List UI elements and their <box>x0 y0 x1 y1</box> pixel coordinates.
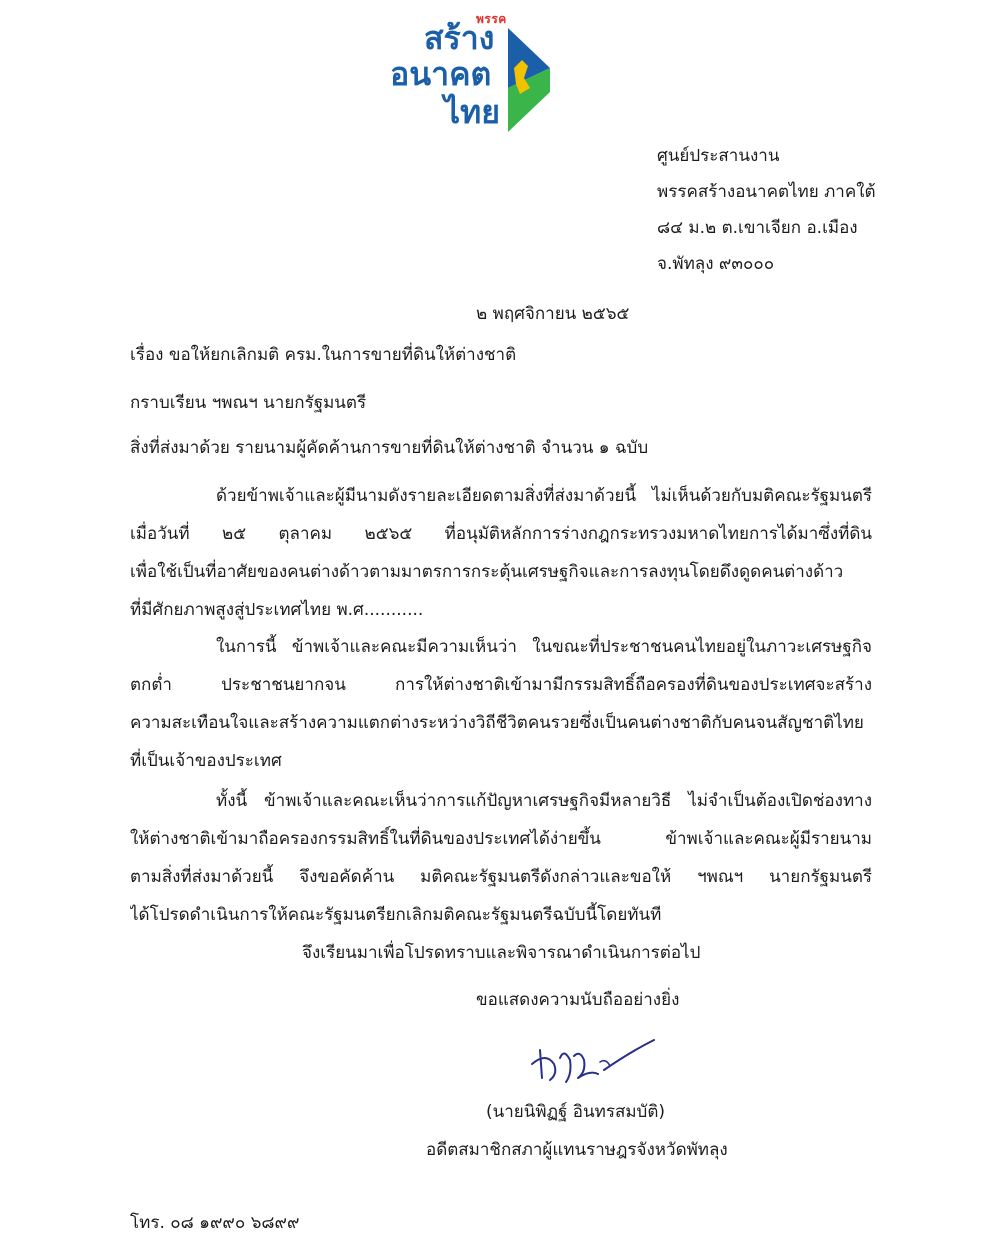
letter-subject: เรื่อง ขอให้ยกเลิกมติ ครม.ในการขายที่ดินให้ต่างชาติ <box>130 345 517 365</box>
phone-number: โทร. ๐๘ ๑๙๙๐ ๖๘๙๙ <box>130 1213 300 1233</box>
signatory-name: (นายนิพิฏฐ์ อินทรสมบัติ) <box>486 1102 665 1122</box>
sender-address-line1: ศูนย์ประสานงาน <box>657 146 780 166</box>
paragraph-line: ที่มีศักยภาพสูงสู่ประเทศไทย พ.ศ........... <box>130 600 424 620</box>
logo-party-tag: พรรค <box>476 12 507 26</box>
closing-line-1: จึงเรียนมาเพื่อโปรดทราบและพิจารณาดำเนินการต่อไป <box>302 943 701 963</box>
body-paragraph-2 <box>130 628 872 780</box>
body-paragraph-3 <box>130 782 872 934</box>
logo-text-line2: อนาคต <box>390 55 492 93</box>
logo-text-line1: สร้าง <box>424 19 495 57</box>
paragraph-line: ด้วยข้าพเจ้าและผู้มีนามดังรายละเอียดตามสิ่งที่ส่งมาด้วยนี้ ไม่เห็นด้วยกับมติคณะรัฐมนตรี <box>216 486 872 506</box>
paragraph-line: เมื่อวันที่ ๒๕ ตุลาคม ๒๕๖๕ ที่อนุมัติหลักการร่างกฎกระทรวงมหาดไทยการได้มาซึ่งที่ดิน <box>130 524 872 544</box>
handwritten-signature <box>520 1030 660 1090</box>
paragraph-line: ตามสิ่งที่ส่งมาด้วยนี้ จึงขอคัดค้าน มติคณะรัฐมนตรีดังกล่าวและขอให้ ฯพณฯ นายกรัฐมนตรี <box>130 867 872 887</box>
letter-recipient: กราบเรียน ฯพณฯ นายกรัฐมนตรี <box>130 393 367 413</box>
paragraph-line: ตกต่ำ ประชาชนยากจน การให้ต่างชาติเข้ามามีกรรมสิทธิ์ถือครองที่ดินของประเทศจะสร้าง <box>130 675 872 695</box>
letter-date: ๒ พฤศจิกายน ๒๕๖๕ <box>476 304 630 324</box>
paragraph-line: ทั้งนี้ ข้าพเจ้าและคณะเห็นว่าการแก้ปัญหาเศรษฐกิจมีหลายวิธี ไม่จำเป็นต้องเปิดช่องทาง <box>216 791 872 811</box>
paragraph-line: เพื่อใช้เป็นที่อาศัยของคนต่างด้าวตามมาตรการกระตุ้นเศรษฐกิจและการลงทุนโดยดึงดูดคนต่างด้าว <box>130 562 844 582</box>
party-logo <box>388 10 548 131</box>
logo-arrow-icon <box>508 28 550 132</box>
paragraph-line: ในการนี้ ข้าพเจ้าและคณะมีความเห็นว่า ในขณะที่ประชาชนคนไทยอยู่ในภาวะเศรษฐกิจ <box>216 637 872 657</box>
paragraph-line: ให้ต่างชาติเข้ามาถือครองกรรมสิทธิ์ในที่ดินของประเทศได้ง่ายขึ้น ข้าพเจ้าและคณะผู้มีรายนาม <box>130 829 872 849</box>
body-paragraph-1 <box>130 477 872 629</box>
letter-enclosure: สิ่งที่ส่งมาด้วย รายนามผู้คัดค้านการขายที่ดินให้ต่างชาติ จำนวน ๑ ฉบับ <box>130 438 649 458</box>
sender-address-line2: พรรคสร้างอนาคตไทย ภาคใต้ <box>657 182 876 202</box>
paragraph-line: ความสะเทือนใจและสร้างความแตกต่างระหว่างวิถีชีวิตคนรวยซึ่งเป็นคนต่างชาติกับคนจนสัญชาติไทย <box>130 713 864 733</box>
logo-text-line3: ไทย <box>444 93 500 131</box>
paragraph-line: ได้โปรดดำเนินการให้คณะรัฐมนตรียกเลิกมติคณะรัฐมนตรีฉบับนี้โดยทันที <box>130 905 662 925</box>
sender-address-line3: ๘๔ ม.๒ ต.เขาเจียก อ.เมือง <box>657 218 858 238</box>
sender-address-line4: จ.พัทลุง ๙๓๐๐๐ <box>657 254 775 274</box>
closing-line-2: ขอแสดงความนับถืออย่างยิ่ง <box>476 990 680 1010</box>
paragraph-line: ที่เป็นเจ้าของประเทศ <box>130 751 282 771</box>
signatory-title: อดีตสมาชิกสภาผู้แทนราษฎรจังหวัดพัทลุง <box>426 1140 728 1160</box>
